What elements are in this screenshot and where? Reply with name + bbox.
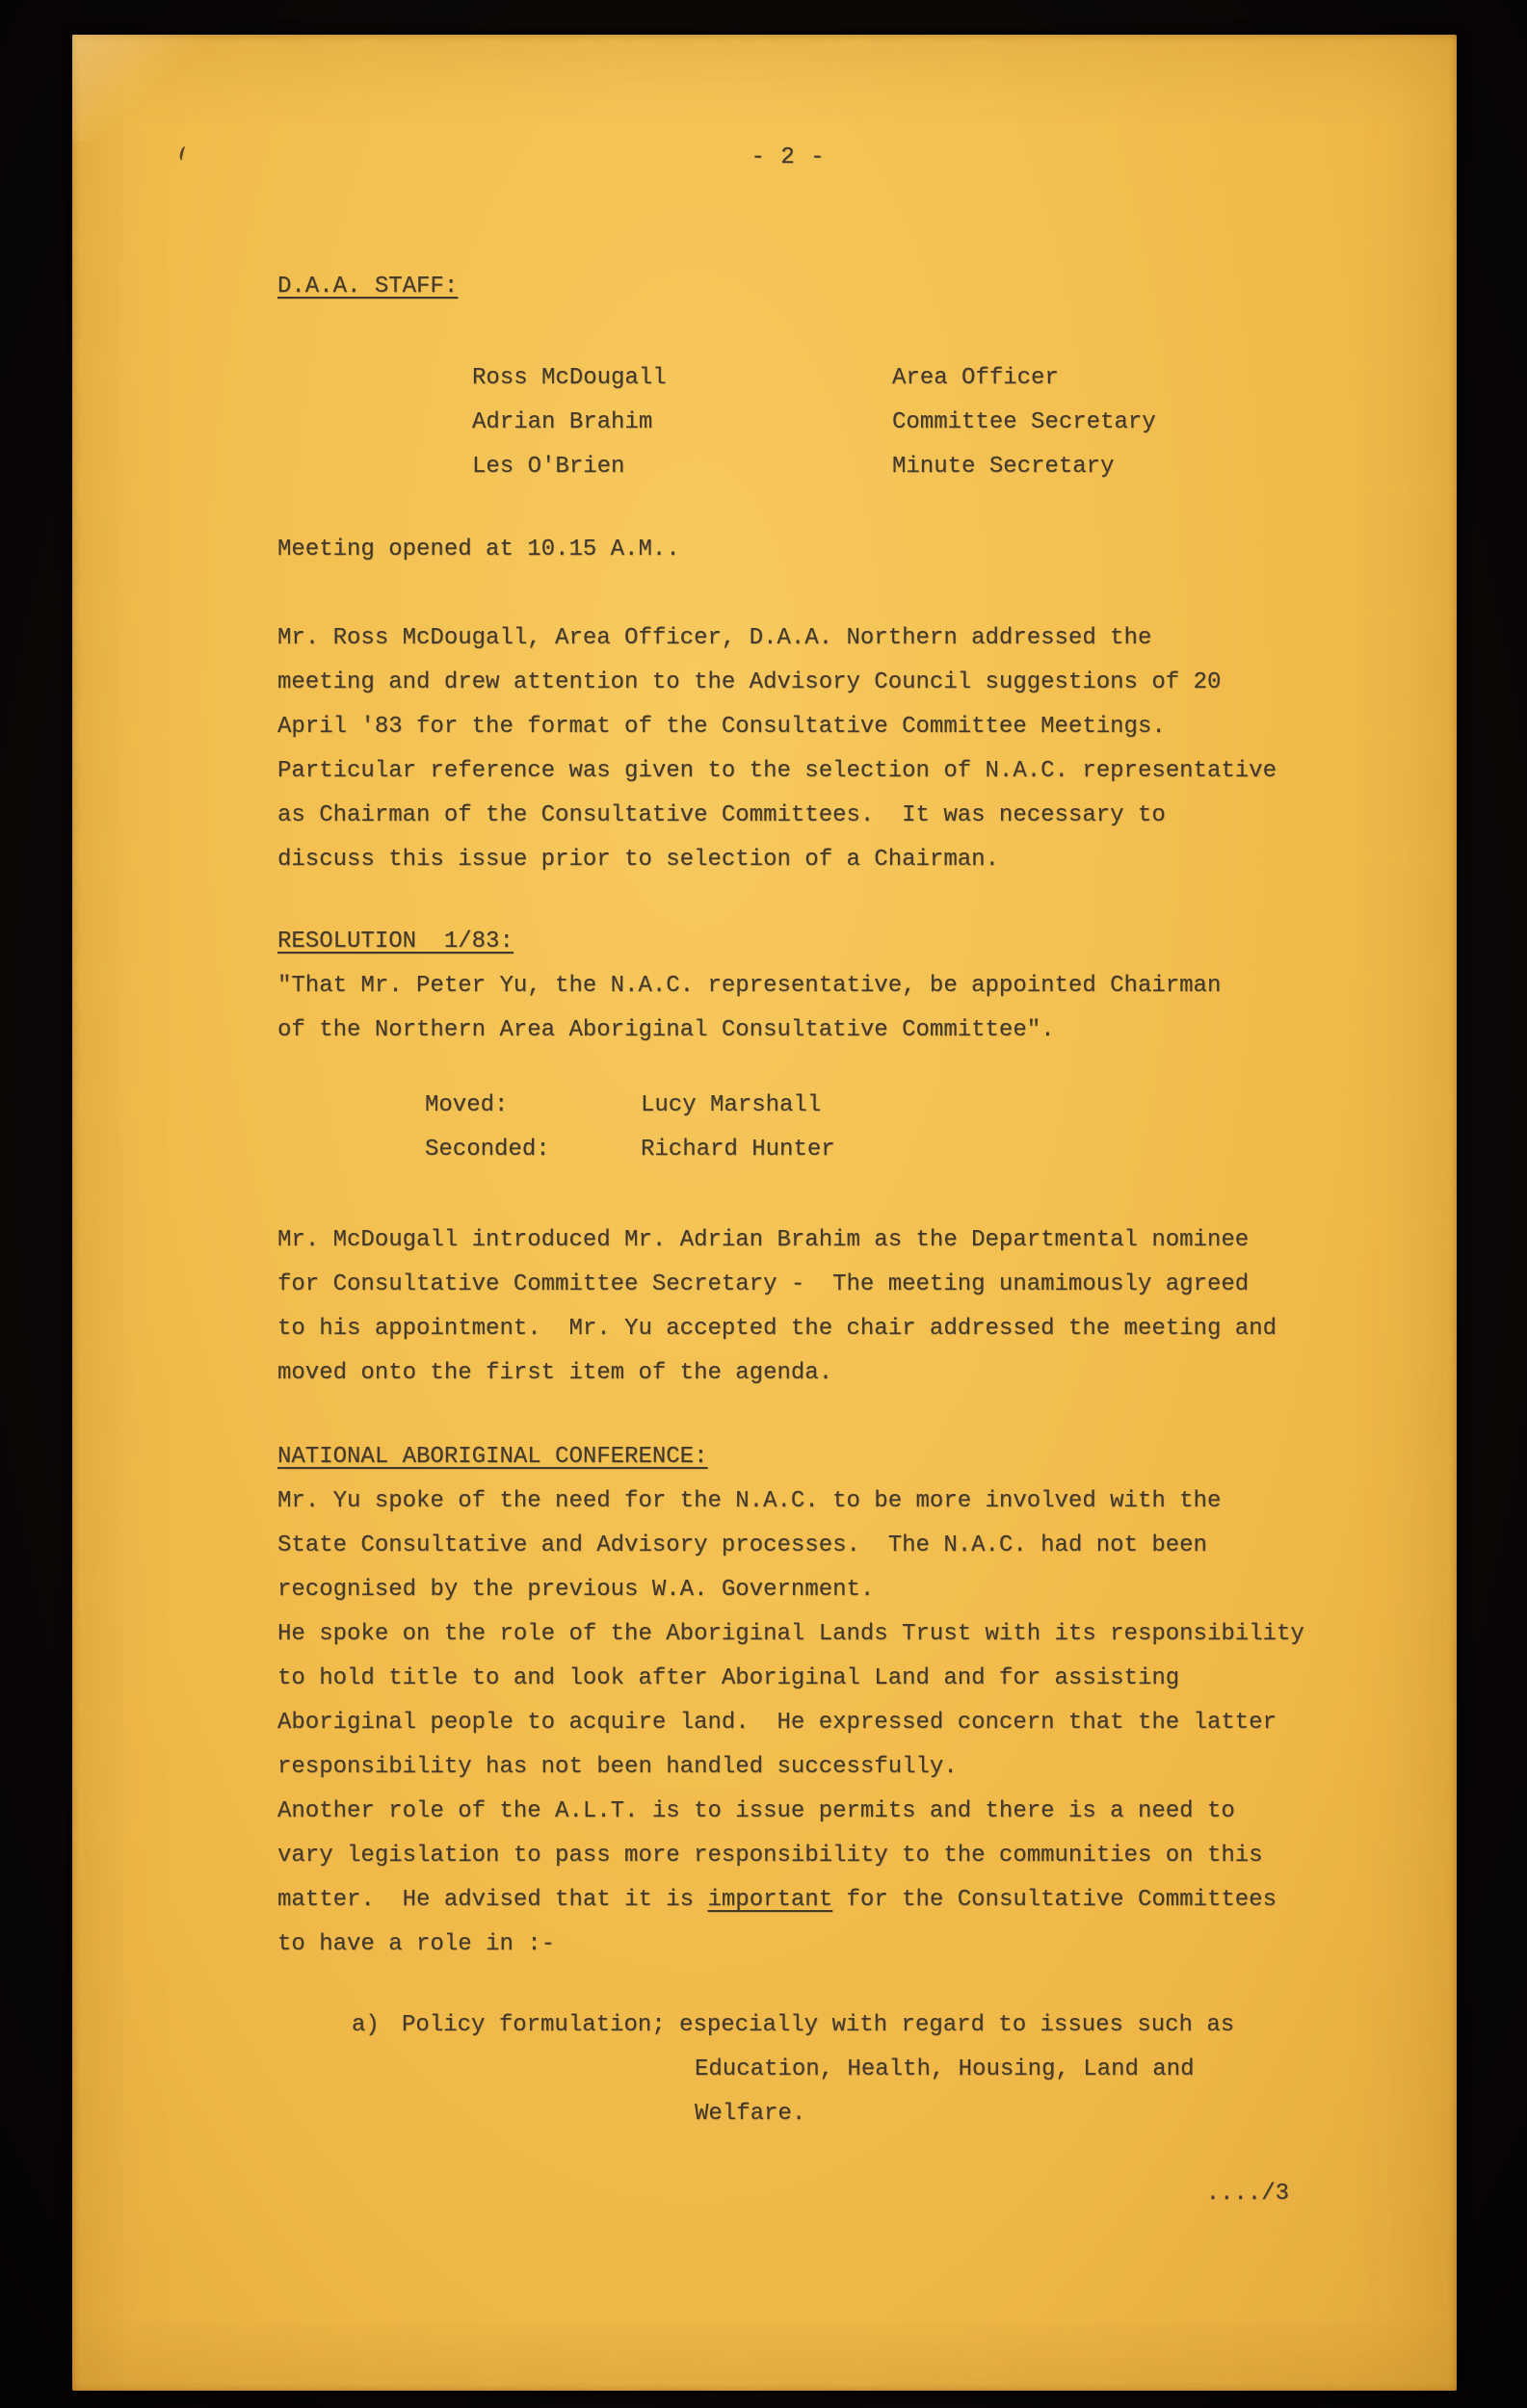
paragraph-line: Aboriginal people to acquire land. He expressed concern that the latter	[277, 1710, 1277, 1736]
paragraph-line: as Chairman of the Consultative Committees. It was necessary to	[277, 802, 1166, 828]
staff-name: Adrian Brahim	[472, 409, 653, 435]
resolution-text	[277, 964, 1342, 1053]
list-item-a-line: Education, Health, Housing, Land and	[695, 2056, 1195, 2082]
paragraph-line: Another role of the A.L.T. is to issue permits and there is a need to	[277, 1798, 1235, 1824]
text-segment: for the Consultative Committees	[832, 1887, 1277, 1913]
staff-row	[277, 356, 1342, 401]
seconded-label: Seconded:	[425, 1137, 550, 1163]
underlined-word: important	[707, 1887, 833, 1913]
paragraph-line: to his appointment. Mr. Yu accepted the chair addressed the meeting and	[277, 1316, 1277, 1342]
list-item-a	[277, 2003, 1342, 2136]
staff-name: Ross McDougall	[472, 365, 667, 391]
moved-name: Lucy Marshall	[641, 1092, 822, 1118]
paragraph-line: "That Mr. Peter Yu, the N.A.C. representative, be appointed Chairman	[277, 973, 1222, 999]
paper-corner-crease	[72, 35, 217, 141]
staff-list	[277, 356, 1342, 489]
paragraph-line: He spoke on the role of the Aboriginal Lands Trust with its responsibility	[277, 1621, 1304, 1647]
staff-row	[277, 401, 1342, 445]
page-continuation-mark: ..../3	[1205, 2181, 1289, 2207]
ink-mark	[178, 145, 188, 161]
text-segment: matter. He advised that it is	[277, 1887, 708, 1913]
list-item-a-line	[277, 2003, 1342, 2048]
intro-paragraph	[277, 616, 1342, 882]
list-item-a-marker: a)	[352, 2012, 380, 2038]
staff-role: Minute Secretary	[892, 454, 1115, 480]
nac-section-heading: NATIONAL ABORIGINAL CONFERENCE:	[277, 1444, 708, 1470]
paragraph-line: meeting and drew attention to the Advisory Council suggestions of 20	[277, 669, 1222, 695]
seconded-row	[277, 1128, 1342, 1172]
paragraph-line: to have a role in :-	[277, 1931, 556, 1957]
paragraph-line: discuss this issue prior to selection of a Chairman.	[277, 847, 999, 873]
paragraph-line: for Consultative Committee Secretary - The meeting unamimously agreed	[277, 1271, 1250, 1297]
paragraph-line: moved onto the first item of the agenda.	[277, 1360, 833, 1386]
moved-label: Moved:	[425, 1092, 509, 1118]
staff-row	[277, 445, 1342, 489]
paragraph-line: vary legislation to pass more responsibility to the communities on this	[277, 1843, 1263, 1869]
moved-row	[277, 1084, 1342, 1128]
paragraph-line: recognised by the previous W.A. Government.	[277, 1577, 875, 1603]
resolution-heading: RESOLUTION 1/83:	[277, 929, 513, 955]
paragraph-line: responsibility has not been handled successfully.	[277, 1754, 958, 1780]
paragraph-line: State Consultative and Advisory processes. The N.A.C. had not been	[277, 1532, 1207, 1558]
paragraph-line: Mr. Yu spoke of the need for the N.A.C. to be more involved with the	[277, 1488, 1222, 1514]
list-item-a-text: Policy formulation; especially with regard to issues such as	[402, 2012, 1235, 2038]
staff-section-heading: D.A.A. STAFF:	[277, 274, 459, 300]
paragraph-line: April '83 for the format of the Consultative Committee Meetings.	[277, 714, 1166, 740]
paragraph-line: of the Northern Area Aboriginal Consultative Committee".	[277, 1017, 1055, 1043]
nac-paragraphs	[277, 1479, 1342, 1967]
paragraph-line: Mr. Ross McDougall, Area Officer, D.A.A. Northern addressed the	[277, 625, 1152, 651]
paragraph-line: Particular reference was given to the selection of N.A.C. representative	[277, 758, 1277, 784]
paragraph-line-with-underline	[277, 1878, 1342, 1923]
paragraph-line: to hold title to and look after Aboriginal Land and for assisting	[277, 1665, 1180, 1691]
staff-role: Area Officer	[892, 365, 1059, 391]
motion-block	[277, 1084, 1342, 1172]
paper-sheet	[72, 35, 1457, 2391]
meeting-opened-line: Meeting opened at 10.15 A.M..	[277, 537, 680, 563]
typewritten-content	[277, 136, 1342, 2216]
staff-role: Committee Secretary	[892, 409, 1156, 435]
staff-name: Les O'Brien	[472, 454, 625, 480]
appointment-paragraph	[277, 1218, 1342, 1396]
list-item-a-line: Welfare.	[695, 2101, 806, 2127]
paragraph-line: Mr. McDougall introduced Mr. Adrian Brahim as the Departmental nominee	[277, 1227, 1250, 1253]
seconded-name: Richard Hunter	[641, 1137, 835, 1163]
page-number: - 2 -	[750, 144, 826, 170]
